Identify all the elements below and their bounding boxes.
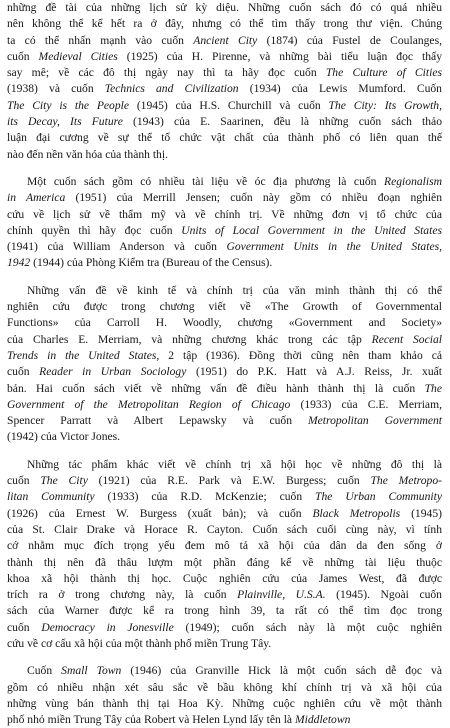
text-run: thành thị nên đã thâu lượm một phần đáng kể về những tài liệu thuộc [7,555,442,569]
italic-title: Reader in Urban Sociology [39,365,187,379]
paragraph-4 [7,457,442,653]
italic-title: Metropolitan Government [307,414,442,428]
text-line [7,413,442,429]
text-run: luận đại cương về sự thể tổ chức vật chất của thành phố có liên quan thế [7,131,442,145]
text-run: Functions» của Carroll H. Woodly, chương «Government and Society» [7,316,442,330]
text-line [7,364,442,380]
text-run: gồm có nhiều nhận xét sâu sắc về bầu không khí chính trị và xã hội của [7,680,442,694]
italic-title: its Decay, Its Future [7,115,123,129]
italic-title: Plainville, U.S.A. [237,588,326,602]
text-run: bản. Hai cuốn sách viết về những vấn đề điều hành thành thị là cuốn [7,381,425,395]
text-line [7,98,442,114]
text-run: sách của Warner được kể ra trong hình 39, ta rất có thể tìm đọc trong [7,604,442,618]
text-run: những đề tài của những lịch sử kỳ diệu. Những cuốn sách đó có quá nhiều [7,1,442,14]
text-line [7,663,442,679]
text-run: Một cuốn sách gồm có nhiều tài liệu về óc địa phương là cuốn [27,174,385,188]
italic-title: Democracy in Jonesville [41,620,174,634]
text-line [7,49,442,65]
italic-title: Government Units in the United States, [226,240,442,254]
text-line [7,506,442,522]
text-line [7,620,442,636]
text-run: cuốn [7,49,39,63]
text-run: say mê; về các đô thị ngày nay thì ta hãy đọc cuốn [7,66,326,80]
italic-title: Black Metropolis [312,506,401,520]
italic-title: The City [40,474,88,488]
text-run: Cuốn [27,664,62,678]
text-run: (1951) của Merrill Jensen; cuốn này gồm có nhiều đoạn nghiên [65,191,443,205]
text-run: cuốn [7,620,42,634]
text-line [7,712,442,728]
text-line [7,332,442,348]
italic-title: The Metropo- [370,474,442,488]
text-line [7,299,442,315]
text-line [7,397,442,413]
text-run: Những tác phẩm khác viết về chính trị xã hội học về những đô thị là [27,457,442,471]
text-run: phố nhỏ miền Trung Tây của Robert và Helen Lynd lấy tên là [7,713,295,727]
text-line [7,473,442,489]
italic-title: The Urban Community [315,490,442,504]
text-run: trích ra ở trong chương này, là cuốn [7,588,238,602]
text-line [7,587,442,603]
italic-title: Trends in the United States [7,348,157,362]
text-line [7,489,442,505]
italic-title: Middletown [294,713,351,727]
text-run: của Charles E. Merriam, và những chương khác trong các tập [7,332,372,346]
text-line [7,207,442,223]
italic-title: Technics and Civilization [104,82,239,96]
text-run: (1938) và cuốn [7,82,105,96]
italic-title: The Culture of Cities [325,66,442,80]
paragraph-3 [7,283,442,446]
text-run: cứu về cơ cấu xã hội của một thành phố miền Trung Tây. [7,636,272,650]
italic-title: Small Town [61,664,122,678]
text-run: (1951) do P.K. Hatt và A.J. Reiss, Jr. xuất [186,365,443,379]
italic-title: Regionalism [384,174,442,188]
text-run: (1926) của Ernest W. Burgess (xuất bản); và cuốn [7,506,313,520]
italic-title: Medieval Cities [38,49,118,63]
text-run: chính quyền thì hãy đọc cuốn [7,223,182,237]
italic-title: The City is the People [7,98,130,112]
text-line [7,33,442,49]
text-run: cớ nhằm mục đích trọng yếu đem mô tả xã hội của dân da đen sống ở [7,539,442,553]
text-run: (1934) của Lewis Mumford. Cuốn [238,82,442,96]
text-run: Những vấn đề về kinh tế và chính trị của văn minh thành thị có thể [27,283,442,297]
text-line [7,636,442,652]
text-run: (1946) của Granville Hick là một cuốn sách dễ đọc và [121,664,442,678]
text-line [7,239,442,255]
italic-title: litan Community [7,490,95,504]
text-line [7,696,442,712]
text-run: (1874) của Fustel de Coulanges, [257,33,442,47]
text-run: (1933) của C.E. Merriam, [290,397,442,411]
text-line [7,174,442,190]
text-line [7,114,442,130]
text-run: (1944) của Phòng Kiểm tra (Bureau of the Census). [30,256,273,270]
text-run: cuốn [7,474,41,488]
italic-title: The [424,381,442,395]
text-run: (1945). Ngoài cuốn [325,588,442,602]
italic-title: 1942 [7,256,31,270]
italic-title: The City: Its Growth, [328,98,442,112]
text-run: (1949); cuốn sách này là một cuộc nghiên [173,620,442,634]
text-line [7,190,442,206]
text-line [7,571,442,587]
italic-title: in America [7,191,66,205]
text-line [7,603,442,619]
paragraph-5 [7,663,442,728]
text-line [7,65,442,81]
text-run: nghiên cứu được trong chương viết về «The Growth of Governmental [7,300,442,314]
text-run: của St. Clair Drake và Horace R. Cayton. Cuốn sách cuối cùng này, vì tính [7,522,442,536]
text-run: cuốn [7,365,40,379]
text-run: (1945) của H.S. Churchill và cuốn [129,98,329,112]
text-run: (1925) của H. Pirenne, và những bài tiểu luận đọc thấy [117,49,443,63]
text-line [7,16,442,32]
text-run: (1921) của R.E. Park và E.W. Burgess; cuốn [87,474,371,488]
text-line [7,381,442,397]
text-run: ta có thể nhấn mạnh vào cuốn [7,33,194,47]
text-line [7,81,442,97]
italic-title: Government of the Metropolitan Region of Chicago [7,397,291,411]
text-run: (1941) của William Anderson và cuốn [7,240,227,254]
text-line [7,429,442,445]
text-run: Spencer Parratt và Albert Lepawsky và cuốn [7,414,308,428]
text-run: khoa xã hội thành thị học. Cuộc nghiên cứu của James West, đã được [7,571,442,585]
text-run: (1943) của E. Saarinen, đều là những cuốn sách thảo [122,115,443,129]
text-line [7,315,442,331]
text-run: cứu về lịch sử về thẩm mỹ và về chính trị. Về những đơn vị tổ chức của [7,207,442,221]
text-run: nên không thể kể hết ra ở đây, nhưng có thể tìm thấy trong thư viện. Chúng [7,17,442,31]
text-line [7,522,442,538]
text-line [7,0,442,16]
text-line [7,457,442,473]
text-run: , 2 tập (1936). Đồng thời cũng nên tham khảo cả [156,348,442,362]
text-line [7,147,442,163]
text-run: (1942) của Victor Jones. [7,430,121,444]
text-line [7,538,442,554]
text-run: những vùng bán thành thị tại Hoa Kỳ. Những cuộc nghiên cứu về một thành [7,696,442,710]
text-line [7,348,442,364]
italic-title: Units of Local Government in the United States [181,223,442,237]
paragraph-1 [7,0,442,163]
text-line [7,555,442,571]
italic-title: Ancient City [193,33,258,47]
text-run: nào đến nền văn hóa của thành thị. [7,147,168,161]
italic-title: Recent Social [371,332,442,346]
paragraph-2 [7,174,442,272]
text-run: (1945) [400,506,442,520]
text-run: (1933) của R.D. McKenzie; cuốn [94,490,316,504]
text-line [7,130,442,146]
text-line [7,680,442,696]
text-line [7,283,442,299]
text-line [7,255,442,271]
text-line [7,223,442,239]
